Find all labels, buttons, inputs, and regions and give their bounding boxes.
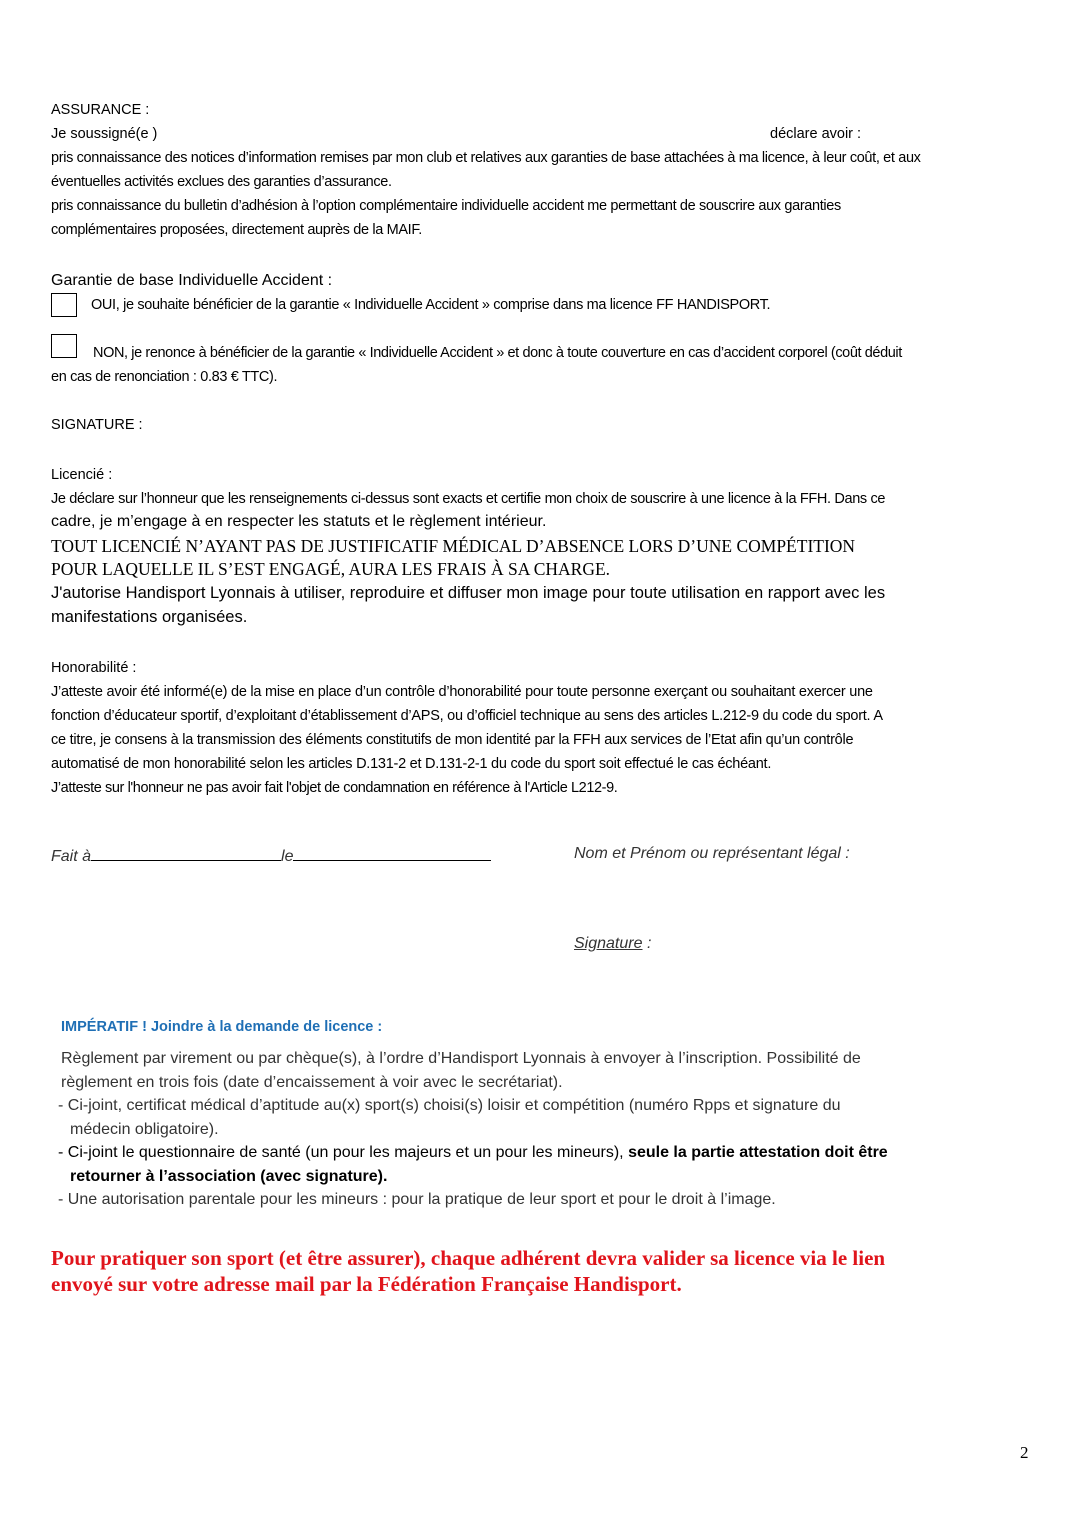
honorabilite-heading: Honorabilité : [51, 660, 137, 676]
imperatif-heading: IMPÉRATIF ! Joindre à la demande de licence : [61, 1019, 383, 1035]
validation-note [51, 1245, 1041, 1297]
le-label: le [281, 848, 294, 865]
oui-label: OUI, je souhaite bénéficier de la garantie « Individuelle Accident » comprise dans ma licence FF HANDISPORT. [91, 297, 771, 313]
soussigne-label: Je soussigné(e ) [51, 126, 158, 142]
signature-row [574, 932, 651, 956]
oui-checkbox[interactable] [51, 293, 77, 317]
autorisation-line: - Une autorisation parentale pour les mineurs : pour la pratique de leur sport et pour le droit à l’image. [58, 1191, 776, 1208]
declare-line1: Je déclare sur l’honneur que les renseignements ci-dessus sont exacts et certifie mon choix de souscrire à une licence à la FFH. Dans ce [51, 491, 886, 507]
validation-note-line2: envoyé sur votre adresse mail par la Fédération Française Handisport. [51, 1272, 682, 1296]
non-label-line1: NON, je renonce à bénéficier de la garantie « Individuelle Accident » et donc à toute couverture en cas d’accident corporel (coût déduit [93, 345, 902, 361]
questionnaire-prefix: - Ci-joint le questionnaire de santé (un pour les majeurs et un pour les mineurs), [58, 1144, 629, 1161]
honorabilite-line5: J’atteste sur l'honneur ne pas avoir fait l'objet de condamnation en référence à l'Article L212-9. [51, 780, 618, 796]
certificat-line2: médecin obligatoire). [70, 1120, 219, 1138]
le-line[interactable] [293, 842, 491, 861]
fait-a-row [51, 842, 491, 869]
reglement-line2: règlement en trois fois (date d’encaissement à voir avec le secrétariat). [61, 1073, 563, 1091]
non-label-line2: en cas de renonciation : 0.83 € TTC). [51, 369, 278, 385]
signature-label: Signature [574, 935, 643, 952]
honorabilite-line3: ce titre, je consens à la transmission des éléments constitutifs de mon identité par la FFH aux services de l’Etat afin qu’un contrôle [51, 732, 854, 748]
fait-a-line[interactable] [91, 842, 281, 861]
certificat-line1: - Ci-joint, certificat médical d’aptitude au(x) sport(s) choisi(s) loisir et compétition (numéro Rpps et signature du [58, 1097, 841, 1114]
assurance-para2-line2: complémentaires proposées, directement auprès de la MAIF. [51, 222, 422, 238]
assurance-para1-line1: pris connaissance des notices d’information remises par mon club et relatives aux garanties de base attachées à ma licence, à leur coût, et aux [51, 150, 921, 166]
declare-line2: cadre, je m’engage à en respecter les statuts et le règlement intérieur. [51, 513, 547, 530]
licencie-label: Licencié : [51, 467, 113, 483]
non-checkbox[interactable] [51, 334, 77, 358]
image-authorization-line2: manifestations organisées. [51, 608, 248, 626]
image-authorization-line1: J'autorise Handisport Lyonnais à utiliser, reproduire et diffuser mon image pour toute utilisation en rapport avec les [51, 584, 886, 602]
signature-colon: : [642, 935, 652, 952]
nom-prenom-label: Nom et Prénom ou représentant légal : [574, 845, 850, 862]
assurance-section [51, 98, 1036, 122]
page-number: 2 [1020, 1443, 1029, 1462]
declare-label: déclare avoir : [770, 126, 862, 142]
assurance-para2-line1: pris connaissance du bulletin d’adhésion à l’option complémentaire individuelle accident me permettant de souscrire aux garanties [51, 198, 841, 214]
caps-warning-line2: POUR LAQUELLE IL S’EST ENGAGÉ, AURA LES FRAIS À SA CHARGE. [51, 559, 611, 579]
reglement-line1: Règlement par virement ou par chèque(s), à l’ordre d’Handisport Lyonnais à envoyer à l’inscription. Possibilité de [61, 1050, 861, 1067]
honorabilite-line2: fonction d’éducateur sportif, d’exploitant d’établissement d’APS, ou d’officiel technique au sens des articles L.212-9 du code du sport. A [51, 708, 883, 724]
honorabilite-paragraph [51, 680, 1036, 800]
caps-warning-line1: TOUT LICENCIÉ N’AYANT PAS DE JUSTIFICATIF MÉDICAL D’ABSENCE LORS D’UNE COMPÉTITION [51, 536, 856, 556]
validation-note-line1: Pour pratiquer son sport (et être assurer), chaque adhérent devra valider sa licence via le lien [51, 1246, 886, 1270]
assurance-heading: ASSURANCE : [51, 102, 150, 118]
assurance-para1-line2: éventuelles activités exclues des garanties d’assurance. [51, 174, 392, 190]
honorabilite-line4: automatisé de mon honorabilité selon les articles D.131-2 et D.131-2-1 du code du sport soit effectué le cas échéant. [51, 756, 772, 772]
questionnaire-line2: retourner à l’association (avec signature). [70, 1167, 388, 1185]
signature-heading: SIGNATURE : [51, 417, 143, 433]
imperatif-list [58, 1047, 1031, 1212]
assurance-paragraphs [51, 146, 1036, 242]
fait-a-label: Fait à [51, 848, 92, 865]
questionnaire-bold1: seule la partie attestation doit être [628, 1144, 888, 1161]
garantie-heading: Garantie de base Individuelle Accident : [51, 272, 333, 289]
questionnaire-line1 [58, 1141, 1031, 1165]
honorabilite-line1: J’atteste avoir été informé(e) de la mise en place d’un contrôle d’honorabilité pour toute personne exerçant ou souhaitant exercer une [51, 684, 873, 700]
